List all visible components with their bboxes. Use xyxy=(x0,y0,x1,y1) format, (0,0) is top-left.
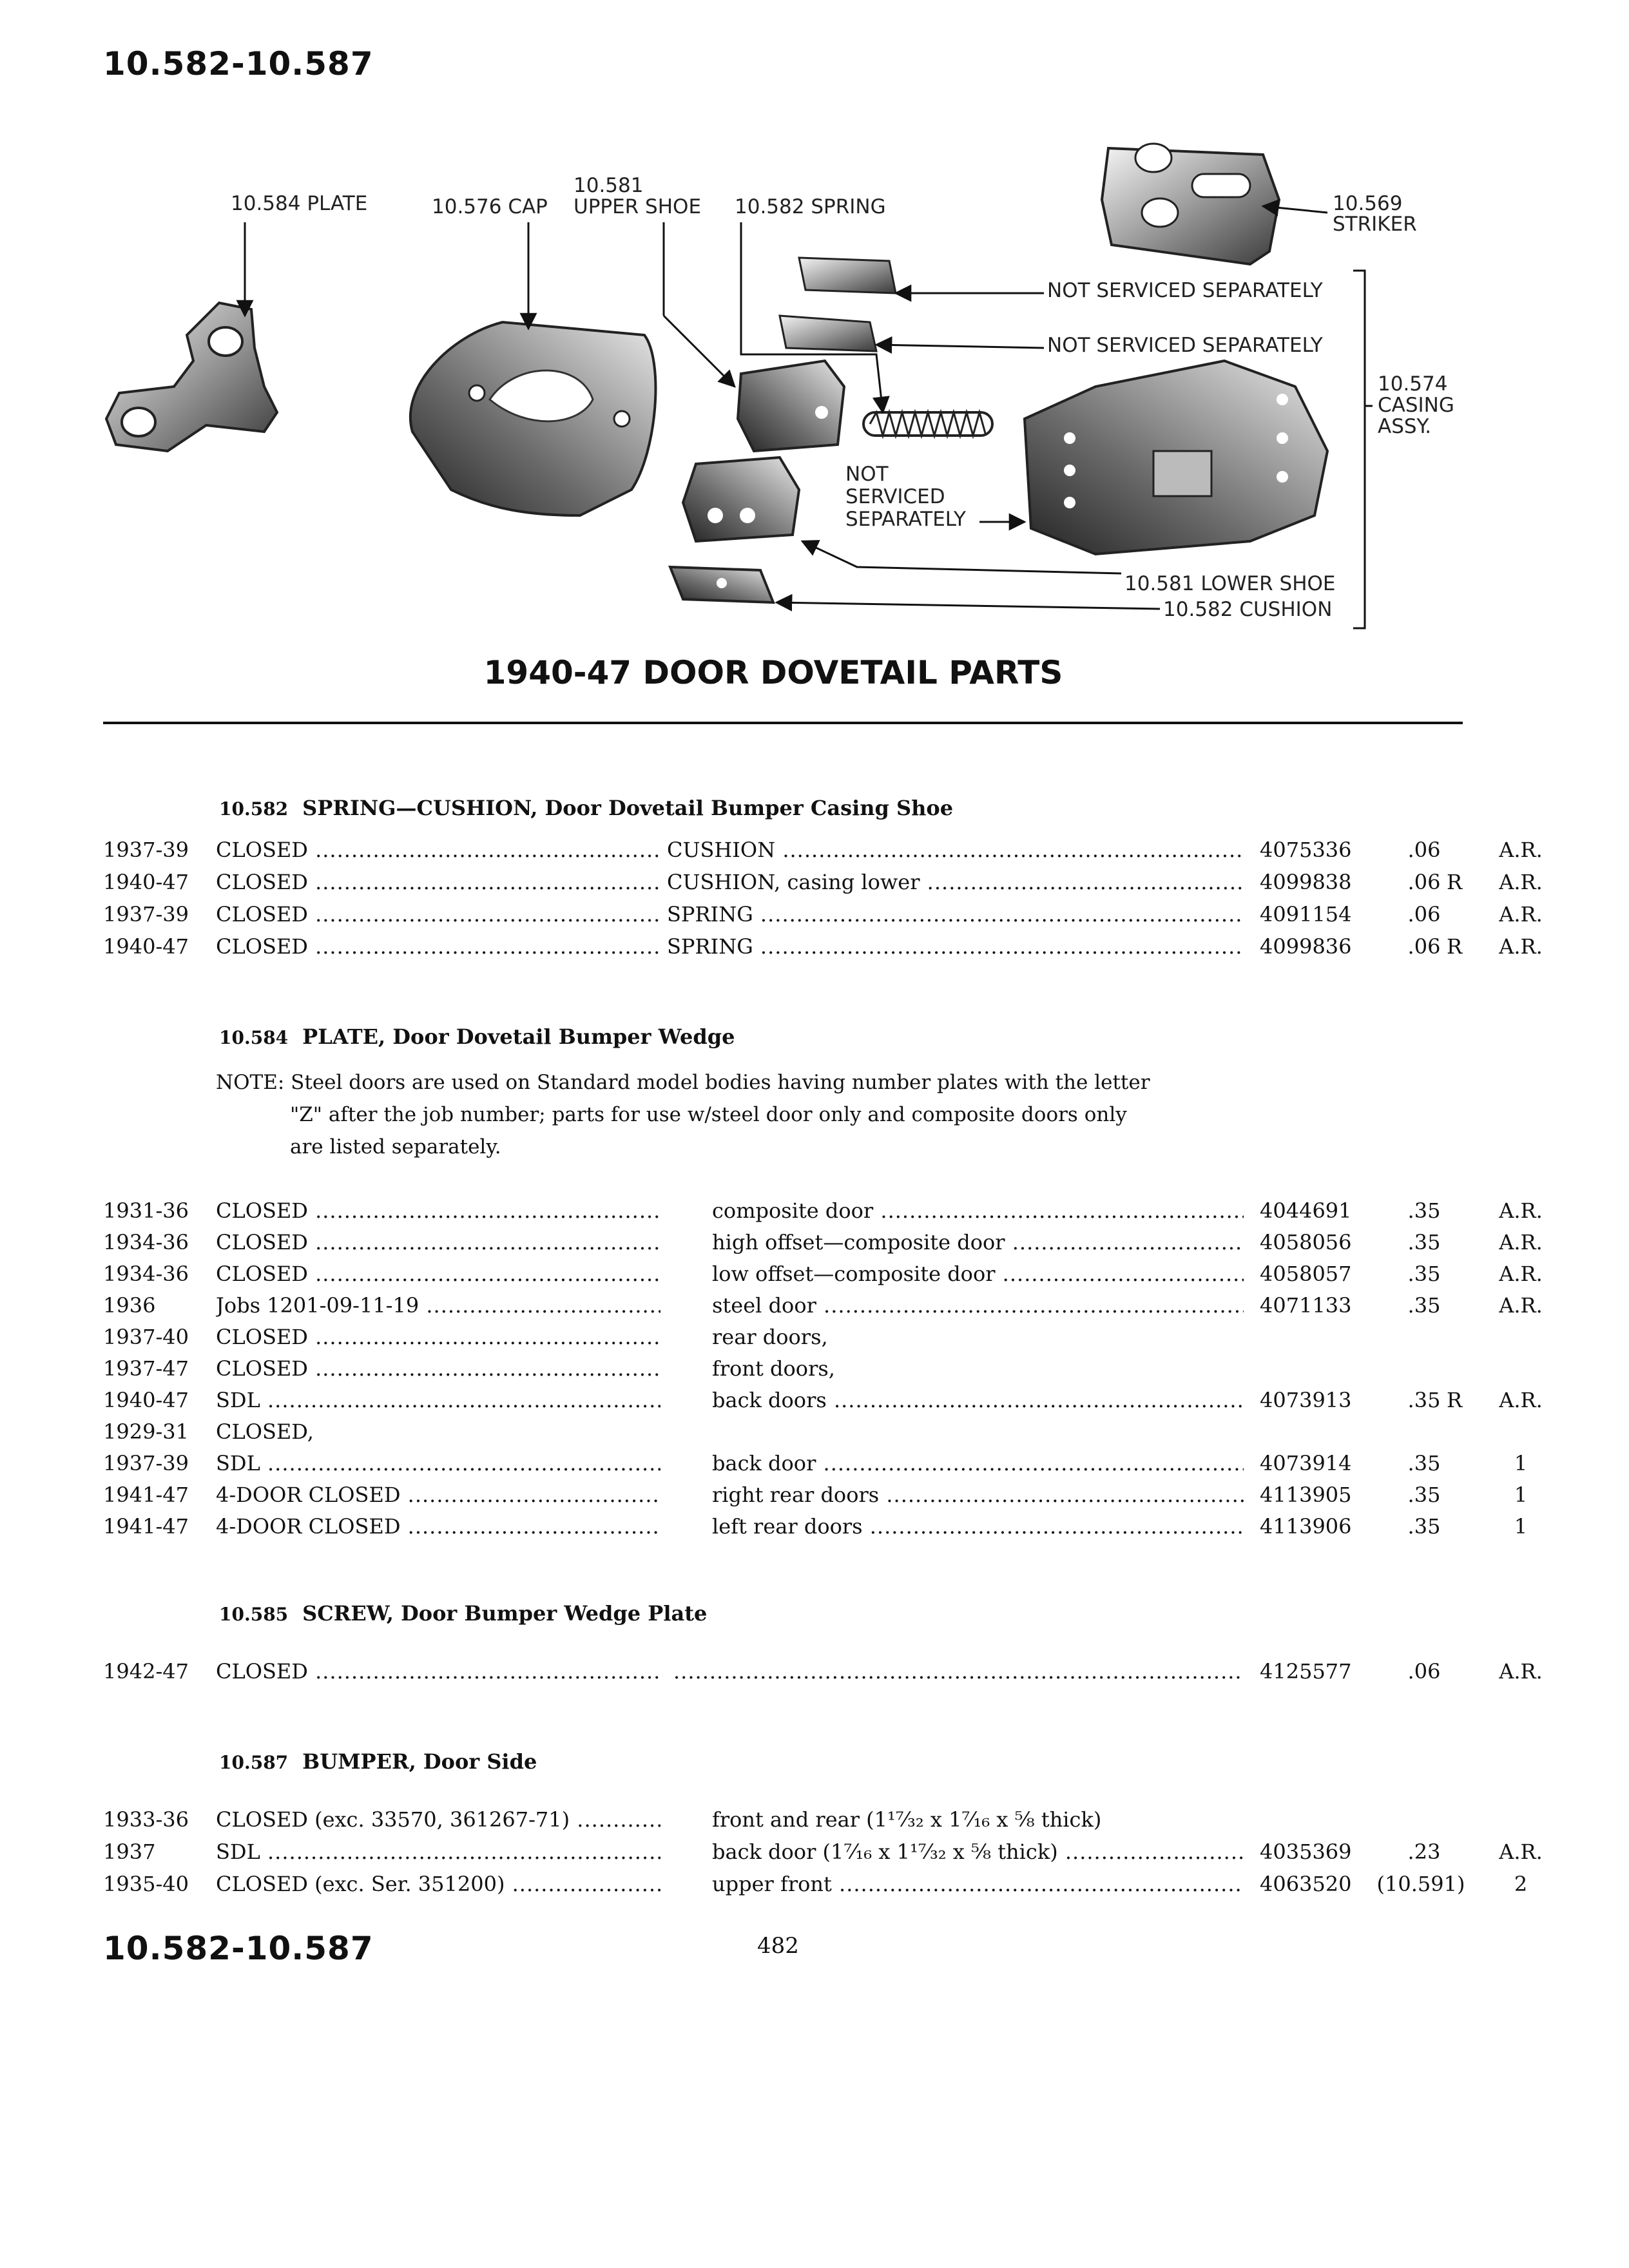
description-cell: back doors ..... xyxy=(712,1388,1244,1412)
table-row xyxy=(103,902,1543,933)
section-title: BUMPER, Door Side xyxy=(302,1749,537,1774)
section-heading-10-587 xyxy=(219,1749,537,1774)
table-row xyxy=(103,1419,1489,1450)
model-cell: CLOSED (exc. Ser. 351200) ..... xyxy=(216,1872,660,1896)
part-number-cell: 4058057 xyxy=(1260,1262,1352,1286)
part-number-cell: 4063520 xyxy=(1260,1872,1352,1896)
plate-part xyxy=(106,303,277,451)
note-line-3: are listed separately. xyxy=(290,1135,501,1158)
callout-cap: 10.576 CAP xyxy=(432,195,548,218)
section-title: SPRING—CUSHION, Door Dovetail Bumper Casing Shoe xyxy=(302,796,954,820)
quantity-cell: A.R. xyxy=(1499,934,1543,959)
description-cell: steel door ..... xyxy=(712,1293,1244,1318)
description-cell: SPRING ..... xyxy=(667,902,1244,927)
table-row xyxy=(103,1325,1489,1356)
year-cell: 1937-40 xyxy=(103,1325,189,1349)
callout-casing: CASING xyxy=(1378,394,1454,417)
not-serviced-part-1 xyxy=(799,258,896,293)
description-cell: composite door ..... xyxy=(712,1198,1244,1223)
quantity-cell: A.R. xyxy=(1499,1293,1543,1318)
callout-not-serviced-2: NOT SERVICED SEPARATELY xyxy=(1047,334,1323,357)
page-number: 482 xyxy=(757,1933,799,1959)
parts-diagram xyxy=(0,0,1629,644)
price-cell: .35 xyxy=(1407,1483,1441,1507)
part-number-cell: 4113905 xyxy=(1260,1483,1352,1507)
price-cell: (10.591) xyxy=(1376,1872,1465,1896)
callout-upper-shoe-number: 10.581 xyxy=(574,174,644,197)
year-cell: 1940-47 xyxy=(103,1388,189,1412)
callout-casing-assy: ASSY. xyxy=(1378,415,1432,438)
model-cell: CLOSED ..... xyxy=(216,870,660,894)
part-number-cell: 4035369 xyxy=(1260,1840,1352,1864)
year-cell: 1937-47 xyxy=(103,1356,189,1381)
price-cell: .35 xyxy=(1407,1514,1441,1539)
callout-cushion: 10.582 CUSHION xyxy=(1163,598,1333,621)
table-row xyxy=(103,1514,1528,1545)
quantity-cell: A.R. xyxy=(1499,1388,1543,1412)
part-number-cell: 4091154 xyxy=(1260,902,1352,927)
quantity-cell: 1 xyxy=(1514,1483,1528,1507)
description-cell: rear doors, xyxy=(712,1325,828,1349)
divider-rule xyxy=(103,722,1463,724)
year-cell: 1940-47 xyxy=(103,870,189,894)
part-number-cell: 4073914 xyxy=(1260,1451,1352,1475)
quantity-cell: 1 xyxy=(1514,1451,1528,1475)
section-title: PLATE, Door Dovetail Bumper Wedge xyxy=(302,1024,735,1049)
price-cell: .06 xyxy=(1407,902,1441,927)
quantity-cell: A.R. xyxy=(1499,1840,1543,1864)
year-cell: 1933-36 xyxy=(103,1807,189,1832)
description-cell: front doors, xyxy=(712,1356,835,1381)
table-row xyxy=(103,1872,1528,1903)
cap-part xyxy=(410,322,656,515)
quantity-cell: 1 xyxy=(1514,1514,1528,1539)
quantity-cell: A.R. xyxy=(1499,1659,1543,1684)
model-cell: SDL ..... xyxy=(216,1840,660,1864)
model-cell: CLOSED ..... xyxy=(216,1198,660,1223)
price-cell: .35 xyxy=(1407,1451,1441,1475)
page-range-footer: 10.582-10.587 xyxy=(103,1930,374,1967)
note-block xyxy=(216,1066,1182,1163)
quantity-cell: A.R. xyxy=(1499,1262,1543,1286)
quantity-cell: A.R. xyxy=(1499,838,1543,862)
year-cell: 1929-31 xyxy=(103,1419,189,1444)
upper-shoe-part xyxy=(738,361,844,451)
quantity-cell: A.R. xyxy=(1499,870,1543,894)
table-row xyxy=(103,934,1543,965)
callout-not-serviced-3a: NOT xyxy=(845,463,889,486)
model-cell: SDL ..... xyxy=(216,1388,660,1412)
section-heading-10-582 xyxy=(219,796,953,820)
year-cell: 1941-47 xyxy=(103,1514,189,1539)
table-row xyxy=(103,1198,1543,1229)
model-cell: CLOSED ..... xyxy=(216,1262,660,1286)
table-row xyxy=(103,1840,1543,1870)
description-cell: high offset—composite door ..... xyxy=(712,1230,1244,1254)
callout-lower-shoe: 10.581 LOWER SHOE xyxy=(1124,572,1336,595)
callout-not-serviced-1: NOT SERVICED SEPARATELY xyxy=(1047,279,1323,302)
quantity-cell: A.R. xyxy=(1499,1198,1543,1223)
model-cell: 4-DOOR CLOSED ..... xyxy=(216,1483,660,1507)
model-cell: CLOSED ..... xyxy=(216,838,660,862)
model-cell: CLOSED ..... xyxy=(216,1230,660,1254)
table-row xyxy=(103,1356,1489,1387)
part-number-cell: 4099838 xyxy=(1260,870,1352,894)
price-cell: .06 xyxy=(1407,1659,1441,1684)
year-cell: 1934-36 xyxy=(103,1230,189,1254)
striker-part xyxy=(1102,144,1279,264)
section-number: 10.587 xyxy=(219,1752,289,1773)
callout-not-serviced-3c: SEPARATELY xyxy=(845,508,966,531)
part-number-cell: 4044691 xyxy=(1260,1198,1352,1223)
table-row xyxy=(103,1230,1543,1261)
price-cell: .23 xyxy=(1407,1840,1441,1864)
description-cell: left rear doors ..... xyxy=(712,1514,1244,1539)
callout-spring: 10.582 SPRING xyxy=(735,195,886,218)
table-row xyxy=(103,1293,1543,1324)
description-cell: back door ..... xyxy=(712,1451,1244,1475)
description-cell xyxy=(673,1659,1244,1684)
section-title: SCREW, Door Bumper Wedge Plate xyxy=(302,1601,708,1626)
model-cell: Jobs 1201-09-11-19 ..... xyxy=(216,1293,660,1318)
description-cell: CUSHION, casing lower ..... xyxy=(667,870,1244,894)
cushion-part xyxy=(670,567,773,602)
price-cell: .35 xyxy=(1407,1198,1441,1223)
price-cell: .06 xyxy=(1407,934,1441,959)
model-cell: CLOSED ..... xyxy=(216,1659,660,1684)
revised-flag-cell: R xyxy=(1447,870,1463,894)
diagram-title: 1940-47 DOOR DOVETAIL PARTS xyxy=(483,654,1063,691)
section-number: 10.585 xyxy=(219,1604,289,1625)
price-cell: .35 xyxy=(1407,1230,1441,1254)
model-cell: SDL ..... xyxy=(216,1451,660,1475)
model-cell: CLOSED ..... xyxy=(216,1356,660,1381)
table-row xyxy=(103,1451,1528,1482)
note-line-1: NOTE: Steel doors are used on Standard model bodies having number plates with the letter xyxy=(216,1071,1150,1094)
callout-striker: STRIKER xyxy=(1333,213,1417,236)
callout-not-serviced-3b: SERVICED xyxy=(845,485,945,508)
table-row xyxy=(103,1388,1543,1419)
table-row xyxy=(103,838,1543,869)
part-number-cell: 4058056 xyxy=(1260,1230,1352,1254)
quantity-cell: 2 xyxy=(1514,1872,1528,1896)
description-cell: upper front ..... xyxy=(712,1872,1244,1896)
price-cell: .06 xyxy=(1407,870,1441,894)
year-cell: 1936 xyxy=(103,1293,156,1318)
price-cell: .35 xyxy=(1407,1293,1441,1318)
part-number-cell: 4099836 xyxy=(1260,934,1352,959)
callout-upper-shoe: UPPER SHOE xyxy=(574,195,702,218)
description-cell: front and rear (1¹⁷⁄₃₂ x 1⁷⁄₁₆ x ⅝ thick) xyxy=(712,1807,1102,1832)
table-row xyxy=(103,1483,1528,1514)
year-cell: 1937-39 xyxy=(103,902,189,927)
section-heading-10-585 xyxy=(219,1601,707,1626)
note-line-2: "Z" after the job number; parts for use w/steel door only and composite doors only xyxy=(290,1103,1127,1126)
callout-plate: 10.584 PLATE xyxy=(231,192,368,215)
quantity-cell: A.R. xyxy=(1499,1230,1543,1254)
spring-part xyxy=(863,412,992,436)
callout-casing-number: 10.574 xyxy=(1378,372,1448,396)
model-cell: CLOSED (exc. 33570, 361267-71) ..... xyxy=(216,1807,660,1832)
price-cell: .35 xyxy=(1407,1388,1441,1412)
year-cell: 1934-36 xyxy=(103,1262,189,1286)
description-cell: SPRING ..... xyxy=(667,934,1244,959)
description-cell: back door (1⁷⁄₁₆ x 1¹⁷⁄₃₂ x ⅝ thick) ..... xyxy=(712,1840,1244,1864)
model-cell: CLOSED ..... xyxy=(216,1325,660,1349)
section-heading-10-584 xyxy=(219,1024,735,1049)
model-cell: CLOSED, xyxy=(216,1419,314,1444)
table-row xyxy=(103,1659,1543,1690)
section-number: 10.582 xyxy=(219,798,289,820)
table-row xyxy=(103,1262,1543,1293)
part-number-cell: 4071133 xyxy=(1260,1293,1352,1318)
description-cell: right rear doors ..... xyxy=(712,1483,1244,1507)
table-row xyxy=(103,1807,1489,1838)
model-cell: CLOSED ..... xyxy=(216,902,660,927)
year-cell: 1941-47 xyxy=(103,1483,189,1507)
not-serviced-part-2 xyxy=(780,316,876,351)
page-range-header: 10.582-10.587 xyxy=(103,45,374,82)
section-number: 10.584 xyxy=(219,1027,289,1048)
model-cell: 4-DOOR CLOSED ..... xyxy=(216,1514,660,1539)
model-cell: CLOSED ..... xyxy=(216,934,660,959)
year-cell: 1935-40 xyxy=(103,1872,189,1896)
price-cell: .35 xyxy=(1407,1262,1441,1286)
price-cell: .06 xyxy=(1407,838,1441,862)
year-cell: 1937 xyxy=(103,1840,156,1864)
year-cell: 1937-39 xyxy=(103,838,189,862)
revised-flag-cell: R xyxy=(1447,1388,1463,1412)
casing-assy-part xyxy=(1025,361,1327,554)
table-row xyxy=(103,870,1543,901)
description-cell: CUSHION ..... xyxy=(667,838,1244,862)
year-cell: 1940-47 xyxy=(103,934,189,959)
part-number-cell: 4075336 xyxy=(1260,838,1352,862)
quantity-cell: A.R. xyxy=(1499,902,1543,927)
description-cell: low offset—composite door ..... xyxy=(712,1262,1244,1286)
part-number-cell: 4125577 xyxy=(1260,1659,1352,1684)
lower-shoe-part xyxy=(683,457,799,541)
callout-striker-number: 10.569 xyxy=(1333,192,1403,215)
part-number-cell: 4073913 xyxy=(1260,1388,1352,1412)
year-cell: 1937-39 xyxy=(103,1451,189,1475)
year-cell: 1942-47 xyxy=(103,1659,189,1684)
part-number-cell: 4113906 xyxy=(1260,1514,1352,1539)
revised-flag-cell: R xyxy=(1447,934,1463,959)
year-cell: 1931-36 xyxy=(103,1198,189,1223)
